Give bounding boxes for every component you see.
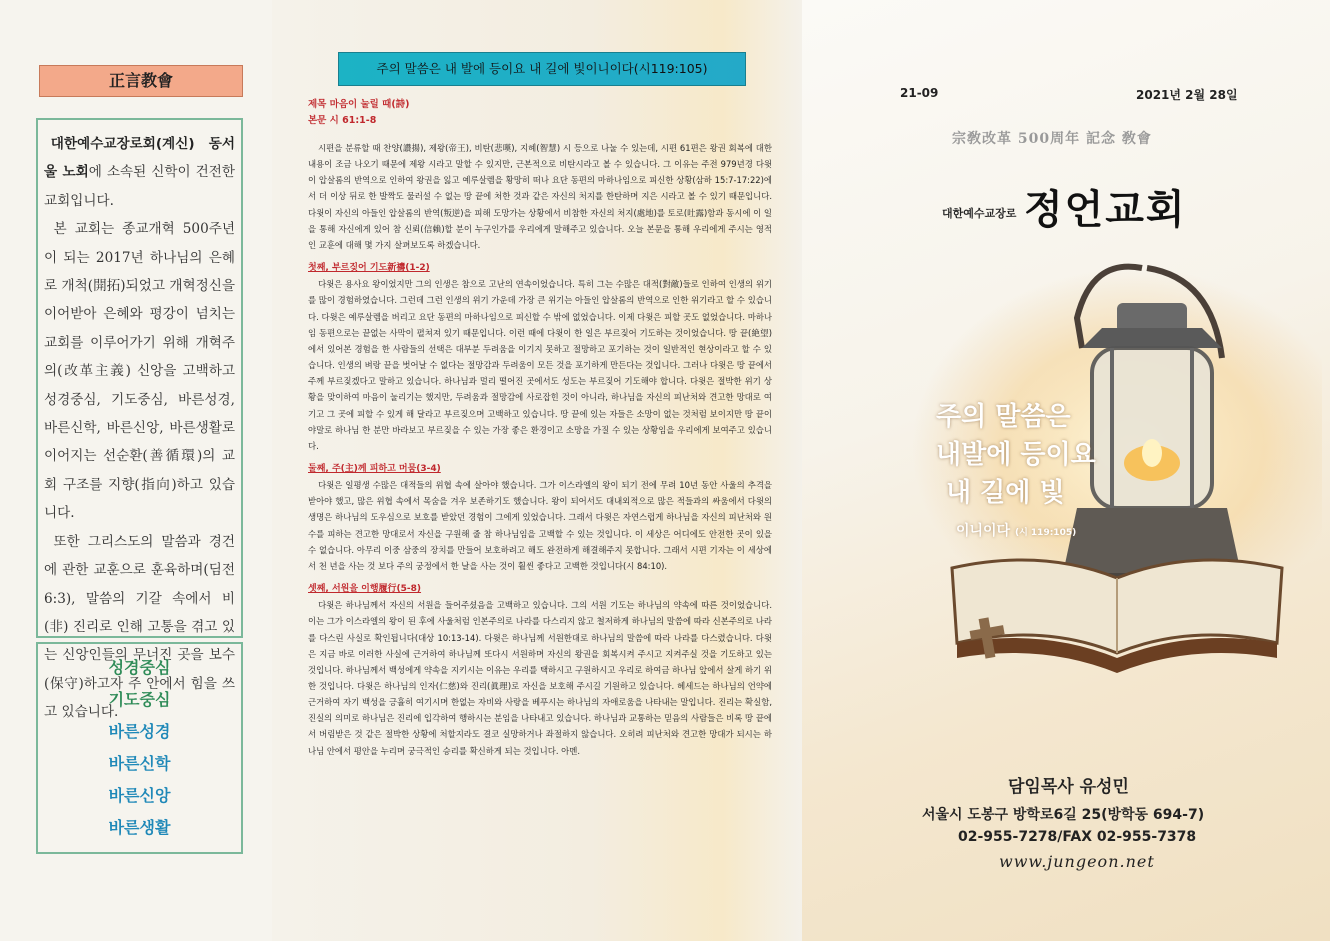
phone-fax: 02-955-7278/FAX 02-955-7378 [958, 829, 1197, 845]
verse-art-text: 주의 말씀은 내발에 등이요 내 길에 빛 이니이다 (시 119:105) [936, 402, 1096, 539]
issue-number: 21-09 [900, 86, 939, 100]
section-body: 다윗은 하나님께서 자신의 서원을 들어주셨음을 고백하고 있습니다. 그의 서원 기도는 하나님의 약속에 따른 것이었습니다. 이는 그가 이스라엘의 왕이 된 후에 사울처럼 인본주의로 나라를 다스리지 않고 철저하게 하나님의 말씀에 따라 신본주의로 나라를 다스린 사실로 확인됩니다(대상 10:13-14). 다윗은 하나님께 서원한대로 하나님의 말씀에 따라 나라를 다스렸습니다. 다윗은 지금 바로 이러한 사실에 근거하여 하나님께 또다시 서원하며 자신의 왕권을 회복시켜 주시고 지켜주실 것을 기도하고 있는 것입니다. 하나님께서 백성에게 약속을 지키시는 이유는 우리를 택하시고 구원하시고 우리로 하여금 하나님 앞에서 살게 하기 위한 것입니다. 다윗은 하나님의 인자(仁慈)와 진리(眞理)로 자신을 보호해 주시길 기원하고 있습니다. 헤세드는 하나님의 언약에 근거하여 자기 백성을 긍휼히 여기시며 한없는 자비와 사랑을 베푸시는 하나님의 자애로움을 나타내는 말입니다. 진리는 확실함, 진실의 의미로 하나님은 진리에 입각하여 행하시는 분임을 나타내고 있습니다. 하나님과 교통하는 믿음의 사람들은 비록 땅 끝에서 버림받은 것 같은 절박한 상황에 처할지라도 결코 실망하거나 좌절하지 않습니다. 오히려 피난처와 견고한 망대가 되시는 하나님 안에서 평안을 누리며 궁극적인 승리를 확신하게 되는 것입니다. 아멘. [308, 600, 772, 756]
sermon-panel [272, 0, 802, 941]
value-item: 기도중심 [108, 690, 171, 709]
value-item: 바른신학 [108, 754, 171, 773]
value-item: 바른생활 [108, 818, 171, 837]
sermon-body [308, 140, 772, 766]
left-panel [0, 0, 272, 941]
cover-panel [802, 0, 1330, 941]
intro-paragraph-3: 또한 그리스도의 말씀과 경건에 관한 교훈으로 훈육하며(딤전 6:3), 말씀의 기갈 속에서 비(非) 진리로 인해 고통을 겪고 있는 신앙인들의 무너진 곳을 보수(保守)하고자 주 안에서 힘을 쓰고 있습니다. [44, 533, 235, 721]
pastor-name: 담임목사 유성민 [1008, 777, 1129, 797]
church-address: 서울시 도봉구 방학로6길 25(방학동 694-7) [922, 807, 1205, 823]
intro-paragraph-1: 대한예수교장로회(계신) 동서울 노회에 소속된 신학이 건전한 교회입니다. [44, 136, 235, 209]
intro-paragraph-2: 본 교회는 종교개혁 500주년이 되는 2017년 하나님의 은혜로 개척(開拓)되었고 개혁정신을 이어받아 은혜와 평강이 넘치는 교회를 이루어가기 위해 개혁주의(改革主義) 신앙을 고백하고 성경중심, 기도중심, 바른성경, 바른신학, 바른신앙, 바른생활로 이어지는 선순환(善循環)의 교회 구조를 지향(指向)하고 있습니다. [44, 221, 235, 522]
sermon-text-ref: 본문 시 61:1-8 [308, 115, 377, 126]
sermon-header [308, 97, 410, 129]
website-link[interactable]: www.jungeon.net [999, 852, 1155, 871]
section-heading: 셋째, 서원을 이행履行(5-8) [308, 584, 422, 595]
section-heading: 둘째, 주(主)께 피하고 머뭄(3-4) [308, 463, 441, 474]
church-intro [36, 118, 243, 721]
church-name: 정언교회 [1024, 187, 1187, 233]
sermon-intro: 시편을 분류할 때 찬양(讚揚), 제왕(帝王), 비탄(悲嘆), 지혜(智慧) 시 등으로 나눌 수 있는데, 시편 61편은 왕권 회복에 대한 내용이 조금 나오기 때문에 제왕 시라고 말할 수 있지만, 근본적으로 비탄시라고 볼 수 있습니다. 그 이유는 주전 979년경 다윗이 압살롬의 반역으로 인하여 왕권을 잃고 예루살렘을 황망히 떠나 요단 동편의 마하나임으로 피신한 상황(삼하 15:7-17:22)에서 더 이상 뒤로 한 발짝도 물러설 수 없는 땅 끝에 처한 것과 같은 자신의 처지를 한탄하며 지은 시라고 볼 수 있기 때문입니다. 다윗이 자신의 아들인 압살롬의 반역(叛逆)을 피해 도망가는 상황에서 비참한 자신의 처지(處地)를 토로(吐露)함과 동시에 이 일을 통해 자신에게 있어 참 신뢰(信賴)할 분이 누구인가를 우리에게 말해주고 있습니다. 오늘 본문을 통해 우리에게 주시는 영적인 교훈에 대해 몇 가지 살펴보도록 하겠습니다. [308, 143, 772, 250]
value-item: 바른성경 [108, 722, 171, 741]
sermon-title: 제목 마음이 눌릴 때(詩) [308, 99, 410, 110]
issue-date: 2021년 2월 28일 [1136, 88, 1238, 102]
value-item: 바른신앙 [108, 786, 171, 805]
core-values [36, 642, 243, 854]
denomination: 대한예수교장로 [942, 207, 1017, 220]
church-name-hanja: 正言教會 [39, 65, 243, 97]
intro-denomination: 대한예수교장로회(계신) 동서울 노회 [44, 136, 235, 181]
section-body: 다윗은 일평생 수많은 대적들의 위협 속에 살아야 했습니다. 그가 이스라엘의 왕이 되기 전에 무려 10년 동안 사울의 추격을 받아야 했고, 많은 위협 속에서 목숨을 겨우 보존하기도 했습니다. 왕이 되어서도 대내외적으로 많은 적들과의 싸움에서 다윗의 생명은 하나님의 도우심으로 보호를 받았던 경험이 그에게 있었습니다. 그래서 다윗은 자연스럽게 하나님을 자신의 피난처와 원수를 피하는 견고한 망대로서 자신을 구원해 줄 참 하나님임을 고백할 수 있는 것입니다. 이 세상은 어디에도 안전한 곳이 있을 수 없습니다. 아무리 이중 삼중의 장치를 만들어 보호하려고 해도 완전하게 해결해주지 못합니다. 그래서 시편 기자는 이 세상에서 천 년을 사는 것 보다 주의 궁정에서 한 날을 사는 것이 훨씬 좋다고 고백한 것입니다(시 84:10). [308, 480, 772, 571]
value-item: 성경중심 [108, 658, 171, 677]
verse-banner: 주의 말씀은 내 발에 등이요 내 길에 빛이니이다(시119:105) [338, 52, 746, 86]
anniversary-caption: 宗敎改革 500周年 記念 敎會 [952, 131, 1152, 147]
section-heading: 첫째, 부르짖어 기도新禱(1-2) [308, 263, 430, 274]
section-body: 다윗은 용사요 왕이었지만 그의 인생은 참으로 고난의 연속이었습니다. 특히 그는 수많은 대적(對敵)들로 인하여 인생의 위기를 많이 경험하였습니다. 그런데 그런 인생의 위기 가운데 가장 큰 위기는 아들인 압살롬의 반역으로 인한 위기라고 할 수 있습니다. 다윗은 예루살렘을 버리고 요단 동편의 마하나임으로 피신할 수 밖에 없었습니다. 이제 다윗은 피할 곳도 없었습니다. 마하나임 동편으로는 끝없는 사막이 펼쳐져 있기 때문입니다. 이런 때에 다윗이 한 일은 부르짖어 기도하는 것이었습니다. 땅 끝(絶望)에서 있어본 경험을 한 사람들의 선택은 대부분 두려움을 이기지 못하고 절망하고 포기하는 것이 일반적인 현상이라고 할 수 있습니다. 인생의 벼랑 끝을 벗어날 수 없다는 절망감과 두려움이 모든 것을 포기하게 만든다는 것입니다. 그러나 다윗은 땅 끝에서 주께 부르짖겠다고 말하고 있습니다. 하나님과 멀리 떨어진 곳에서도 성도는 부르짖어 기도해야 합니다. 다윗은 절박한 위기 상황을 맞이하여 마음이 눌리기는 했지만, 두려움과 절망감에 사로잡힌 것이 아니라, 하나님을 자신의 피난처와 견고한 망대로 여기고 그 곳에 피할 수 있게 해 달라고 부르짖으며 고백하고 있습니다. 땅 끝에 있는 자들은 소망이 없는 것처럼 보이지만 땅 끝이야말로 하나님 한 분만 바라보고 부르짖을 수 있는 가장 좋은 환경이고 소망을 가질 수 있는 상황임을 우리에게 보여주고 있습니다. [308, 279, 772, 451]
